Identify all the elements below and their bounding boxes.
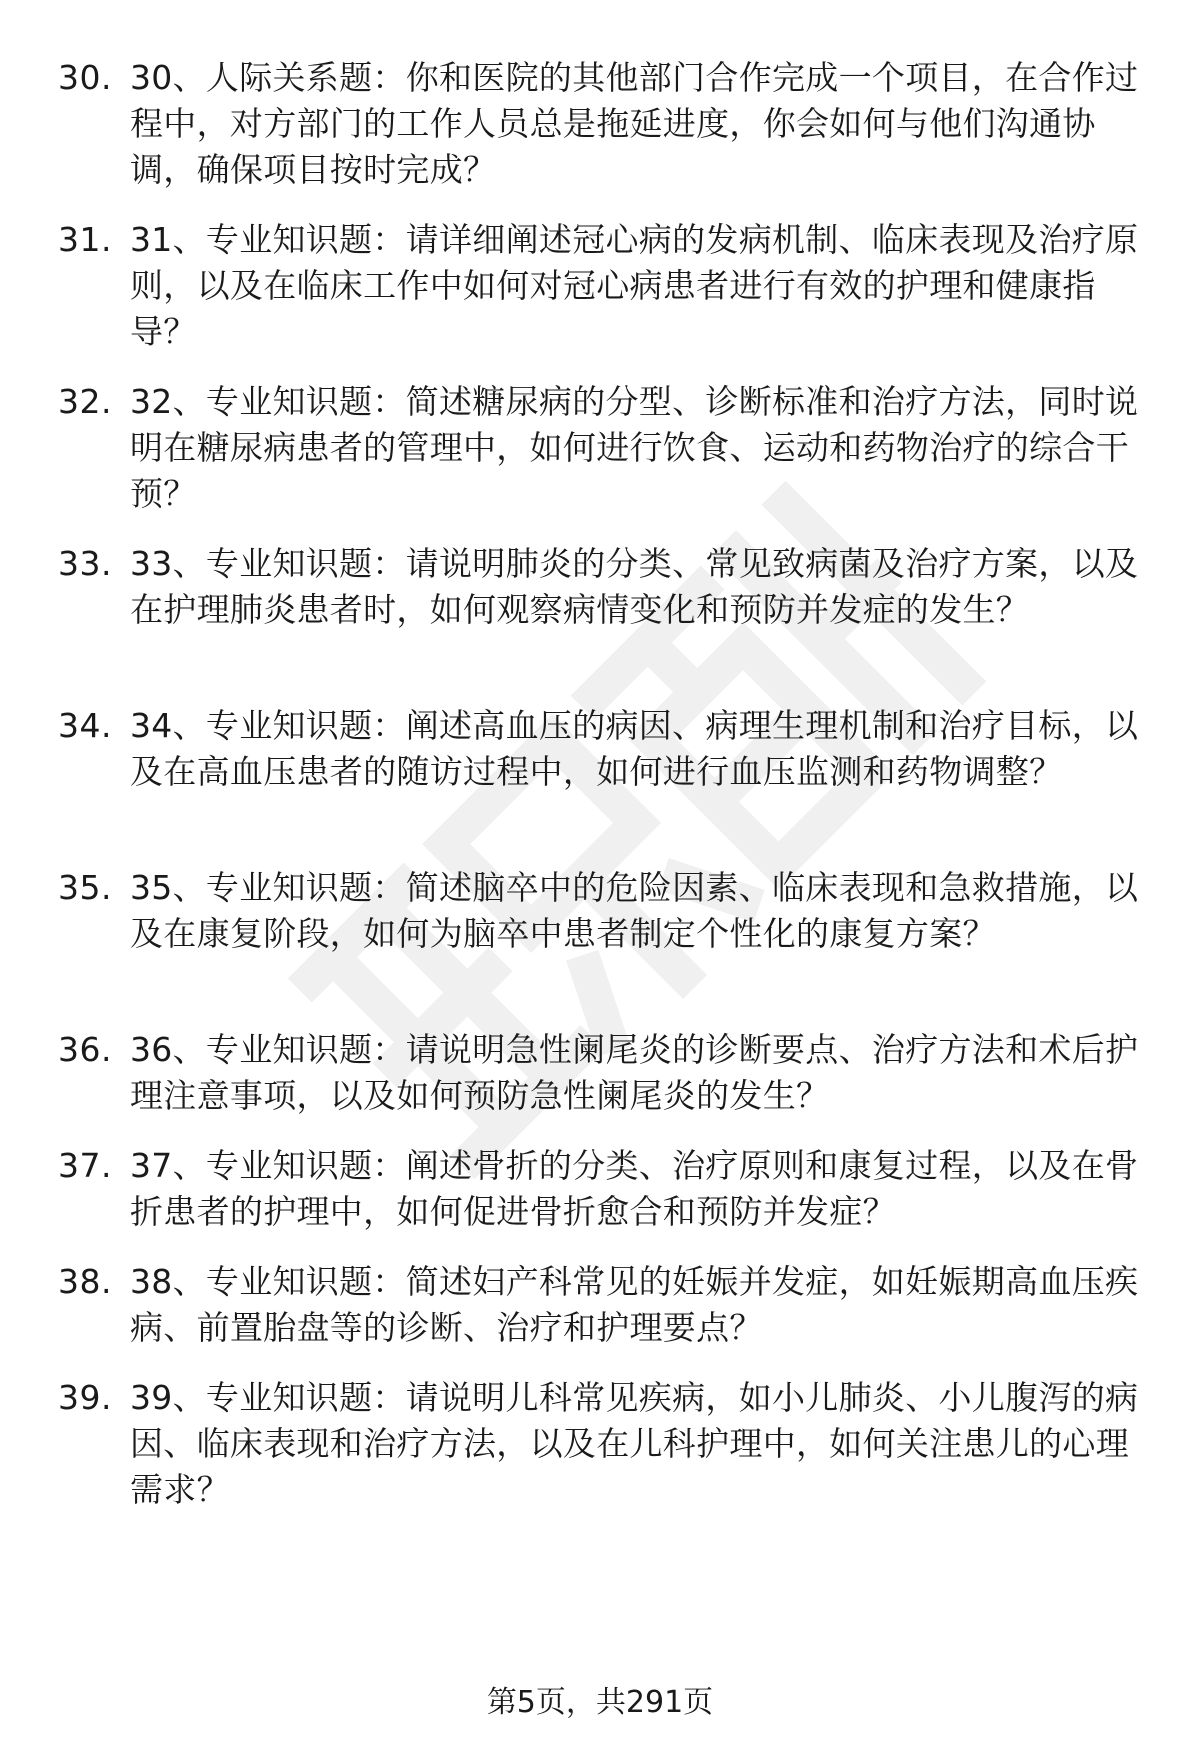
question-text: 39、专业知识题：请说明儿科常见疾病，如小儿肺炎、小儿腹泻的病因、临床表现和治疗方法，以及在儿科护理中，如何关注患儿的心理需求？ [130,1378,1139,1509]
question-number: 37. [58,1146,112,1185]
question-text: 33、专业知识题：请说明肺炎的分类、常见致病菌及治疗方案，以及在护理肺炎患者时，如何观察病情变化和预防并发症的发生？ [130,544,1139,629]
question-number: 33. [58,544,112,583]
question-text: 35、专业知识题：简述脑卒中的危险因素、临床表现和急救措施，以及在康复阶段，如何为脑卒中患者制定个性化的康复方案？ [130,868,1139,953]
question-number: 32. [58,382,112,421]
question-text: 30、人际关系题：你和医院的其他部门合作完成一个项目，在合作过程中，对方部门的工作人员总是拖延进度，你会如何与他们沟通协调，确保项目按时完成？ [130,58,1139,189]
question-text: 37、专业知识题：阐述骨折的分类、治疗原则和康复过程，以及在骨折患者的护理中，如何促进骨折愈合和预防并发症？ [130,1146,1139,1231]
question-number: 36. [58,1030,112,1069]
question-number: 31. [58,220,112,259]
question-number: 34. [58,706,112,745]
question-text: 32、专业知识题：简述糖尿病的分型、诊断标准和治疗方法，同时说明在糖尿病患者的管理中，如何进行饮食、运动和药物治疗的综合干预？ [130,382,1139,513]
question-text: 34、专业知识题：阐述高血压的病因、病理生理机制和治疗目标，以及在高血压患者的随访过程中，如何进行血压监测和药物调整？ [130,706,1139,791]
question-number: 35. [58,868,112,907]
question-number: 39. [58,1378,112,1417]
question-text: 31、专业知识题：请详细阐述冠心病的发病机制、临床表现及治疗原则，以及在临床工作中如何对冠心病患者进行有效的护理和健康指导？ [130,220,1139,351]
page-footer: 第5页，共291页 [486,1685,714,1720]
question-number: 38. [58,1262,112,1301]
question-text: 36、专业知识题：请说明急性阑尾炎的诊断要点、治疗方法和术后护理注意事项，以及如何预防急性阑尾炎的发生？ [130,1030,1139,1115]
question-number: 30. [58,58,112,97]
question-text: 38、专业知识题：简述妇产科常见的妊娠并发症，如妊娠期高血压疾病、前置胎盘等的诊断、治疗和护理要点？ [130,1262,1139,1347]
